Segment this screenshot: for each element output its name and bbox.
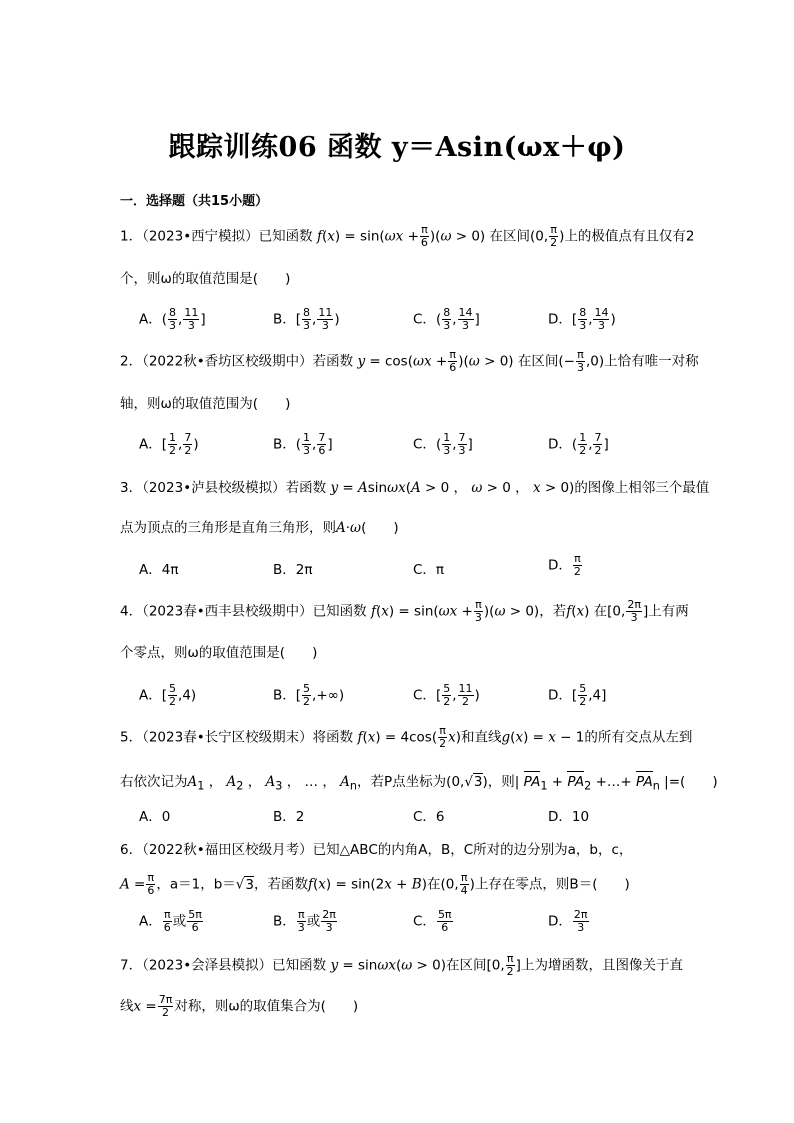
question-4-line2: 个零点，则ω的取值范围是( ) <box>120 645 318 661</box>
option-c: C．[ $\frac{5}{2}$ , $\frac{11}{2}$ ) <box>413 682 480 708</box>
question-source: （2023•会泽县模拟） <box>142 957 273 974</box>
question-number: 4． <box>120 603 143 620</box>
question-5: 5．（2023春•长宁区校级期末）将函数 f(x) = 4cos( $\frac{\pi}{2}$ x)和直线g(x) = x − 1的所有交点从左到 <box>120 724 693 750</box>
question-source: （2023春•长宁区校级期末） <box>142 729 313 746</box>
option-b: B．2 <box>273 809 305 825</box>
question-number: 5． <box>120 729 143 746</box>
question-7: 7．（2023•会泽县模拟）已知函数 y = sinωx(ω > 0)在区间[0, $\frac{\pi}{2}$ ]上为增函数，且图像关于直 <box>120 952 683 978</box>
option-a: A． $\frac{\pi}{6}$ 或 $\frac{5\pi}{6}$ <box>139 908 202 934</box>
question-source: （2023春•西丰县校级期中） <box>142 603 313 620</box>
option-d: D．10 <box>548 809 590 825</box>
question-1: 1．（2023•西宁模拟）已知函数 f(x) = sin(ωx + $\frac{\pi}{6}$ )(ω > 0) 在区间(0, $\frac{\pi}{2}$ )上的极值点有且仅有2 <box>120 223 695 249</box>
question-3-line2: 点为顶点的三角形是直角三角形，则A·ω( ) <box>120 520 399 536</box>
question-number: 1． <box>120 228 143 245</box>
question-7-line2: 线x = $\frac{7\pi}{2}$ 对称，则ω的取值集合为( ) <box>120 993 359 1019</box>
option-a: A．4π <box>139 562 179 578</box>
option-c: C．6 <box>413 809 445 825</box>
question-number: 3． <box>120 480 143 496</box>
option-a: A．( $\frac{8}{3}$ , $\frac{11}{3}$ ] <box>139 306 206 332</box>
option-b: B．( $\frac{1}{3}$ , $\frac{7}{6}$ ] <box>273 431 333 457</box>
question-5-line2: 右依次记为$A_1$ ， $A_2$ ， $A_3$ ， … ， $A_n$，若P点坐标为(0,√3)，则| $PA_1 + PA_2$ +…+ $PA_n$ |=( ) <box>120 774 718 793</box>
question-number: 6． <box>120 842 143 858</box>
question-3: 3．（2023•泸县校级模拟）若函数 y = Asinωx(A > 0 ， ω > 0 ， x > 0)的图像上相邻三个最值 <box>120 480 710 496</box>
option-d: D．( $\frac{1}{2}$ , $\frac{7}{2}$ ] <box>548 431 609 457</box>
option-d: D． $\frac{\pi}{2}$ <box>548 552 581 578</box>
option-a: A．[ $\frac{1}{2}$ , $\frac{7}{2}$ ) <box>139 431 199 457</box>
option-b: B．[ $\frac{8}{3}$ , $\frac{11}{3}$ ) <box>273 306 340 332</box>
question-number: 7． <box>120 957 143 974</box>
option-d: D．[ $\frac{5}{2}$ ,4] <box>548 682 607 708</box>
option-b: B．[ $\frac{5}{2}$ ,+∞) <box>273 682 345 708</box>
question-number: 2． <box>120 353 143 370</box>
question-source: （2022秋•福田区校级月考） <box>142 842 313 858</box>
option-c: C．( $\frac{1}{3}$ , $\frac{7}{3}$ ] <box>413 431 473 457</box>
question-2-line2: 轴，则ω的取值范围为( ) <box>120 396 291 412</box>
option-a: A．[ $\frac{5}{2}$ ,4) <box>139 682 197 708</box>
question-2: 2．（2022秋•香坊区校级期中）若函数 y = cos(ωx + $\frac{\pi}{6}$ )(ω > 0) 在区间(− $\frac{\pi}{3}$ ,0)上恰有唯一对称 <box>120 348 699 374</box>
option-c: C． $\frac{5\pi}{6}$ <box>413 908 452 934</box>
option-d: D． $\frac{2\pi}{3}$ <box>548 908 588 934</box>
section-header: 一．选择题（共15小题） <box>120 194 269 209</box>
option-b: B． $\frac{\pi}{3}$ 或 $\frac{2\pi}{3}$ <box>273 908 336 934</box>
question-6: 6．（2022秋•福田区校级月考）已知△ABC的内角A，B，C所对的边分别为a，b，c， <box>120 842 633 858</box>
option-d: D．[ $\frac{8}{3}$ , $\frac{14}{3}$ ) <box>548 306 616 332</box>
question-source: （2023•西宁模拟） <box>142 228 259 245</box>
page-title: 跟踪训练06 函数 y＝Asin(ωx＋φ) <box>168 132 626 163</box>
option-c: C．( $\frac{8}{3}$ , $\frac{14}{3}$ ] <box>413 306 480 332</box>
option-a: A．0 <box>139 809 171 825</box>
question-1-line2: 个，则ω的取值范围是( ) <box>120 271 291 287</box>
question-6-line2: A = $\frac{\pi}{6}$ ，a＝1，b＝√3，若函数f(x) = sin(2x + B)在(0, $\frac{\pi}{4}$ )上存在零点，则B＝( ) <box>120 871 630 897</box>
question-4: 4．（2023春•西丰县校级期中）已知函数 f(x) = sin(ωx + $\frac{\pi}{3}$ )(ω > 0)，若f(x) 在[0, $\frac{2\pi}{3}$ ]上有两 <box>120 598 689 624</box>
question-source: （2022秋•香坊区校级期中） <box>142 353 313 370</box>
option-c: C．π <box>413 562 445 578</box>
option-b: B．2π <box>273 562 313 578</box>
question-source: （2023•泸县校级模拟） <box>142 480 286 496</box>
